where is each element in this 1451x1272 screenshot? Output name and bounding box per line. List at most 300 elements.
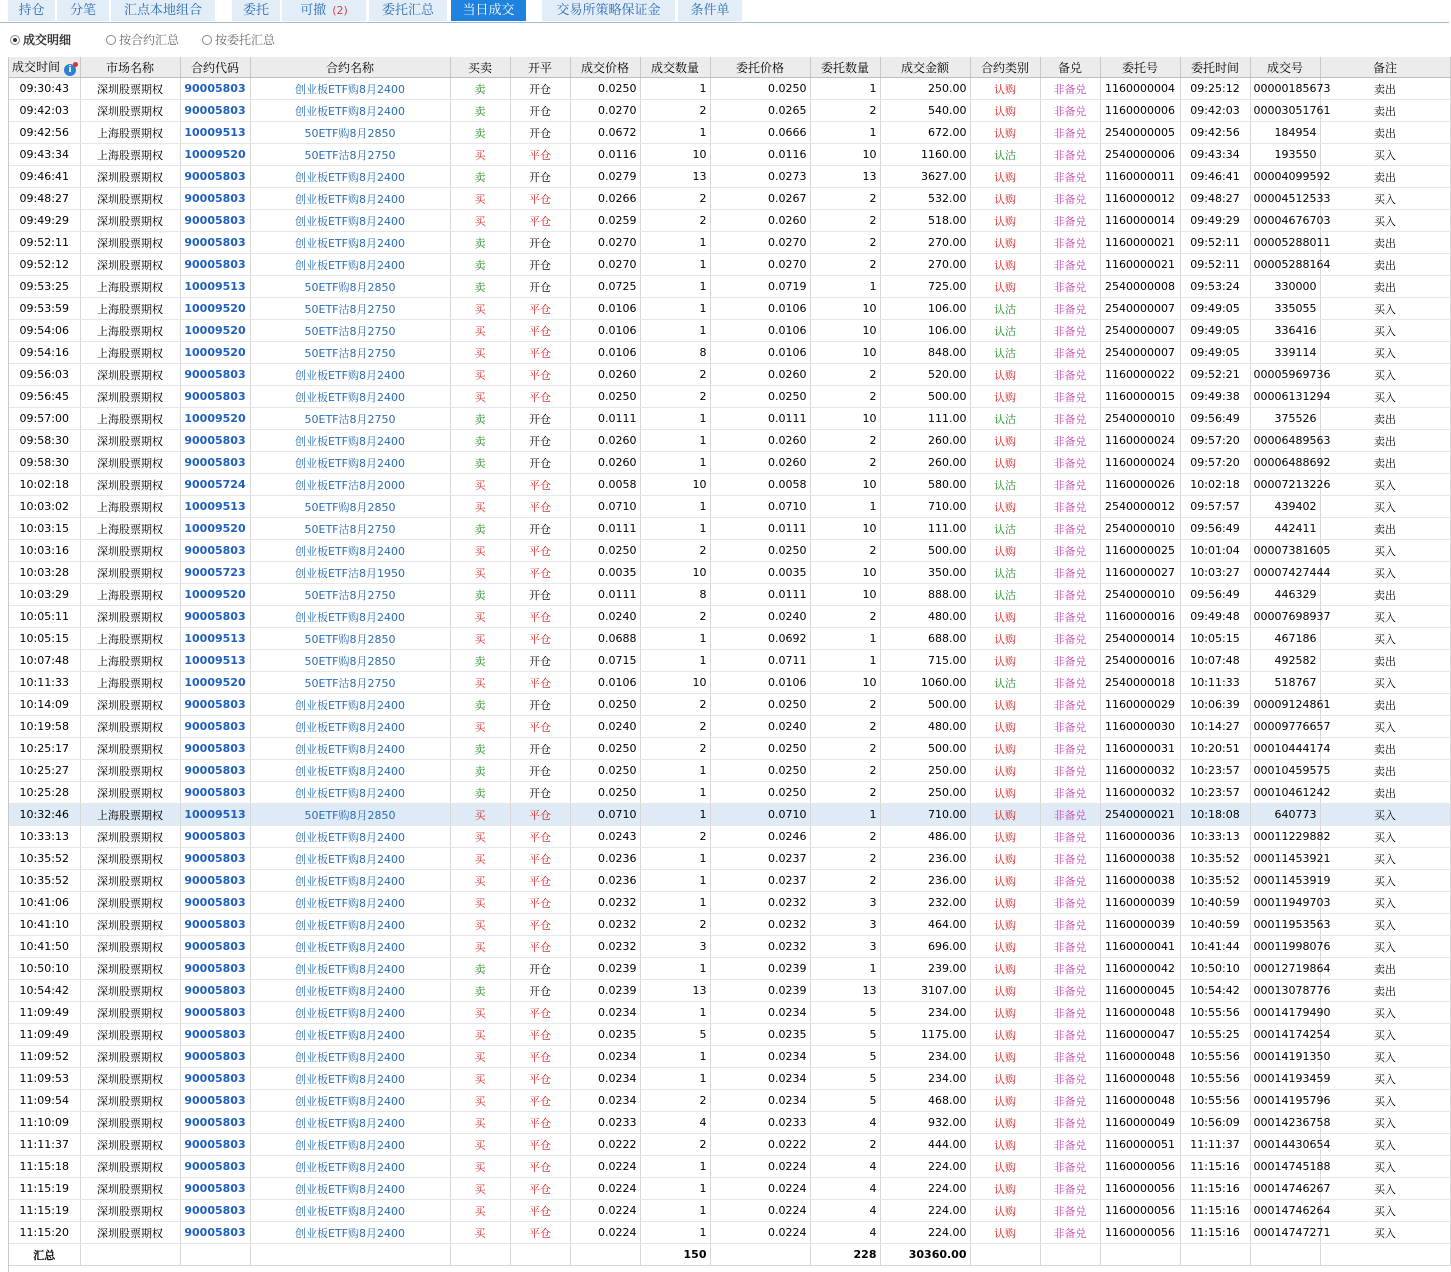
cell-order-id: 1160000006 [1100,100,1180,122]
cell-fill-price: 0.0224 [570,1156,640,1178]
cell-order-id: 1160000016 [1100,606,1180,628]
cell-order-id: 2540000007 [1100,298,1180,320]
tab-exchange-margin[interactable]: 交易所策略保证金 [542,0,676,21]
table-row[interactable] [9,100,1450,122]
col-remark[interactable]: 备注 [1320,57,1450,78]
cell-order-id: 1160000048 [1100,1002,1180,1024]
cell-order-time: 11:11:37 [1180,1134,1250,1156]
table-row[interactable] [9,562,1450,584]
table-row[interactable] [9,320,1450,342]
cell-market: 深圳股票期权 [80,782,180,804]
cell-order-id: 1160000045 [1100,980,1180,1002]
cell-side: 买 [450,540,510,562]
cell-fill-price: 0.0266 [570,188,640,210]
cell-contract-name: 创业板ETF购8月2400 [250,1046,450,1068]
table-row[interactable] [9,584,1450,606]
cell-market: 深圳股票期权 [80,210,180,232]
cell-trade-time: 09:52:11 [9,232,80,254]
cell-fill-qty: 1 [640,232,710,254]
cell-remark: 卖出 [1320,518,1450,540]
table-row[interactable] [9,232,1450,254]
table-row[interactable] [9,166,1450,188]
cell-trade-id: 00006488692 [1250,452,1320,474]
cell-contract-code: 90005803 [180,430,250,452]
table-row[interactable] [9,210,1450,232]
cell-fill-qty: 10 [640,144,710,166]
cell-side: 卖 [450,694,510,716]
cell-contract-type: 认购 [970,980,1040,1002]
cell-fill-amount: 580.00 [880,474,970,496]
cell-fill-qty: 2 [640,914,710,936]
cell-side: 买 [450,672,510,694]
cell-market: 深圳股票期权 [80,452,180,474]
table-row[interactable] [9,914,1450,936]
cell-contract-name: 创业板ETF购8月2400 [250,100,450,122]
cell-order-time: 10:55:56 [1180,1068,1250,1090]
cell-trade-time: 11:15:19 [9,1200,80,1222]
cell-fill-qty: 1 [640,122,710,144]
cell-fill-price: 0.0270 [570,232,640,254]
cell-contract-name: 50ETF沽8月2750 [250,584,450,606]
cell-open-close: 开仓 [510,738,570,760]
cell-contract-name: 创业板ETF购8月2400 [250,716,450,738]
radio-by-order[interactable]: 按委托汇总 [202,30,275,50]
cell-contract-code: 10009520 [180,672,250,694]
radio-dot-icon [106,35,116,45]
table-row[interactable] [9,430,1450,452]
tab-conditional-orders[interactable]: 条件单 [678,0,743,21]
col-open-close[interactable]: 开平 [510,57,570,78]
col-trade-id[interactable]: 成交号 [1250,57,1320,78]
cell-order-id: 1160000051 [1100,1134,1180,1156]
cell-side: 卖 [450,958,510,980]
table-row[interactable] [9,848,1450,870]
col-order-qty[interactable]: 委托数量 [810,57,880,78]
cell-fill-price: 0.0240 [570,716,640,738]
cell-trade-id: 446329 [1250,584,1320,606]
cell-order-id: 1160000021 [1100,254,1180,276]
cell-trade-time: 10:02:18 [9,474,80,496]
cell-contract-code: 10009513 [180,276,250,298]
cell-order-time: 09:56:49 [1180,408,1250,430]
cell-contract-type: 认购 [970,430,1040,452]
tab-ticks[interactable]: 分笔 [57,0,110,21]
cell-fill-price: 0.0239 [570,980,640,1002]
cell-trade-time: 10:41:10 [9,914,80,936]
tab-holdings[interactable]: 持仓 [8,0,56,21]
col-fill-qty[interactable]: 成交数量 [640,57,710,78]
cell-order-id: 1160000039 [1100,914,1180,936]
cell-trade-id: 00010459575 [1250,760,1320,782]
cell-side: 买 [450,1222,510,1244]
cell-contract-type: 认购 [970,760,1040,782]
table-row[interactable] [9,474,1450,496]
col-contract-code[interactable]: 合约代码 [180,57,250,78]
cell-covered: 非备兑 [1040,1068,1100,1090]
table-row[interactable] [9,672,1450,694]
tab-order-summary[interactable]: 委托汇总 [369,0,448,21]
table-row[interactable] [9,1090,1450,1112]
cell-order-id: 1160000048 [1100,1090,1180,1112]
cell-open-close: 平仓 [510,210,570,232]
cell-remark: 买入 [1320,1024,1450,1046]
cell-open-close: 平仓 [510,672,570,694]
cell-market: 深圳股票期权 [80,980,180,1002]
cell-remark: 买入 [1320,606,1450,628]
cell-fill-qty: 1 [640,430,710,452]
cell-contract-name: 50ETF购8月2850 [250,804,450,826]
cell-fill-amount: 932.00 [880,1112,970,1134]
table-row[interactable] [9,540,1450,562]
cell-contract-code: 90005803 [180,166,250,188]
cell-contract-type: 认购 [970,870,1040,892]
cell-trade-time: 10:33:13 [9,826,80,848]
table-row[interactable] [9,364,1450,386]
cell-remark: 买入 [1320,1178,1450,1200]
cell-fill-price: 0.0236 [570,848,640,870]
cell-covered: 非备兑 [1040,430,1100,452]
cell-fill-amount: 1175.00 [880,1024,970,1046]
table-row[interactable] [9,804,1450,826]
col-order-price[interactable]: 委托价格 [710,57,810,78]
cell-contract-code: 90005803 [180,738,250,760]
cell-contract-type: 认沽 [970,298,1040,320]
cell-order-time: 10:35:52 [1180,848,1250,870]
cell-fill-price: 0.0239 [570,958,640,980]
cell-order-price: 0.0111 [710,518,810,540]
table-row[interactable] [9,1222,1450,1244]
cell-covered: 非备兑 [1040,386,1100,408]
cell-covered: 非备兑 [1040,694,1100,716]
cell-open-close: 开仓 [510,452,570,474]
cell-fill-price: 0.0250 [570,760,640,782]
cell-order-price: 0.0224 [710,1222,810,1244]
cell-fill-qty: 10 [640,562,710,584]
tab-cancellable[interactable]: 可撤 (2) [282,0,367,21]
totals-empty-cell [180,1244,250,1266]
table-row[interactable] [9,1156,1450,1178]
table-row[interactable] [9,628,1450,650]
cell-order-id: 2540000010 [1100,584,1180,606]
cell-remark: 卖出 [1320,584,1450,606]
cell-trade-time: 10:41:06 [9,892,80,914]
cell-side: 卖 [450,122,510,144]
cell-order-price: 0.0234 [710,1002,810,1024]
cell-contract-name: 创业板ETF购8月2400 [250,364,450,386]
cell-trade-id: 00014745188 [1250,1156,1320,1178]
cell-covered: 非备兑 [1040,914,1100,936]
cell-side: 买 [450,1134,510,1156]
cell-fill-amount: 106.00 [880,298,970,320]
cell-contract-type: 认购 [970,1090,1040,1112]
cell-trade-time: 11:09:54 [9,1090,80,1112]
cell-contract-code: 90005803 [180,210,250,232]
cell-contract-code: 90005803 [180,1090,250,1112]
cell-contract-code: 90005803 [180,782,250,804]
col-trade-time[interactable]: 成交时间 i [9,57,80,78]
radio-trade-detail[interactable]: 成交明细 [10,30,71,50]
cell-open-close: 平仓 [510,1112,570,1134]
cell-order-qty: 4 [810,1156,880,1178]
cell-order-qty: 3 [810,892,880,914]
cell-remark: 卖出 [1320,958,1450,980]
cell-contract-type: 认购 [970,1024,1040,1046]
cell-order-qty: 10 [810,144,880,166]
col-order-id[interactable]: 委托号 [1100,57,1180,78]
cell-trade-id: 00012719864 [1250,958,1320,980]
cell-order-id: 1160000021 [1100,232,1180,254]
radio-by-contract[interactable]: 按合约汇总 [106,30,179,50]
cell-contract-code: 10009520 [180,342,250,364]
cell-remark: 卖出 [1320,980,1450,1002]
cell-order-id: 1160000036 [1100,826,1180,848]
cell-contract-name: 50ETF沽8月2750 [250,144,450,166]
table-row[interactable] [9,980,1450,1002]
cell-open-close: 开仓 [510,694,570,716]
table-row[interactable] [9,144,1450,166]
cell-order-price: 0.0250 [710,782,810,804]
cell-contract-name: 创业板ETF购8月2400 [250,1134,450,1156]
tab-today-trades[interactable]: 当日成交 [451,0,527,21]
table-row[interactable] [9,1200,1450,1222]
table-row[interactable] [9,408,1450,430]
cell-market: 深圳股票期权 [80,826,180,848]
cell-trade-time: 09:53:25 [9,276,80,298]
table-row[interactable] [9,122,1450,144]
tab-orders[interactable]: 委托 [232,0,281,21]
total-amount: 30360.00 [880,1244,970,1266]
cell-order-id: 1160000031 [1100,738,1180,760]
cell-market: 深圳股票期权 [80,870,180,892]
cell-fill-price: 0.0116 [570,144,640,166]
cell-side: 买 [450,210,510,232]
cell-contract-name: 创业板ETF购8月2400 [250,430,450,452]
table-row[interactable] [9,78,1450,100]
cell-contract-name: 50ETF沽8月2750 [250,320,450,342]
table-row[interactable] [9,452,1450,474]
col-covered[interactable]: 备兑 [1040,57,1100,78]
cell-order-price: 0.0106 [710,672,810,694]
table-row[interactable] [9,1046,1450,1068]
table-row[interactable] [9,760,1450,782]
cell-open-close: 平仓 [510,1178,570,1200]
cell-contract-code: 90005803 [180,870,250,892]
header-row [9,57,1450,78]
cell-fill-amount: 350.00 [880,562,970,584]
table-row[interactable] [9,826,1450,848]
col-contract-type[interactable]: 合约类别 [970,57,1040,78]
cell-contract-name: 50ETF沽8月2750 [250,672,450,694]
cell-trade-id: 00007698937 [1250,606,1320,628]
cell-trade-id: 439402 [1250,496,1320,518]
cell-trade-time: 09:58:30 [9,430,80,452]
cell-open-close: 开仓 [510,760,570,782]
cell-remark: 买入 [1320,870,1450,892]
table-row[interactable] [9,694,1450,716]
cell-open-close: 平仓 [510,1134,570,1156]
col-fill-price[interactable]: 成交价格 [570,57,640,78]
cell-fill-qty: 1 [640,892,710,914]
totals-row [9,1244,1450,1266]
table-row[interactable] [9,518,1450,540]
table-row[interactable] [9,892,1450,914]
cell-order-qty: 5 [810,1068,880,1090]
cell-fill-price: 0.0250 [570,738,640,760]
cell-open-close: 平仓 [510,1046,570,1068]
cell-fill-amount: 848.00 [880,342,970,364]
cell-order-id: 2540000010 [1100,518,1180,540]
cell-order-id: 1160000056 [1100,1178,1180,1200]
cell-contract-type: 认购 [970,628,1040,650]
cell-open-close: 平仓 [510,804,570,826]
cell-contract-name: 50ETF购8月2850 [250,628,450,650]
table-row[interactable] [9,1002,1450,1024]
table-row[interactable] [9,188,1450,210]
cell-contract-code: 10009520 [180,320,250,342]
col-side[interactable]: 买卖 [450,57,510,78]
cell-fill-price: 0.0250 [570,386,640,408]
cell-contract-type: 认沽 [970,408,1040,430]
cell-contract-code: 90005803 [180,452,250,474]
table-row[interactable] [9,1068,1450,1090]
cell-remark: 买入 [1320,188,1450,210]
cell-remark: 卖出 [1320,78,1450,100]
cell-contract-type: 认购 [970,364,1040,386]
cell-trade-time: 09:57:00 [9,408,80,430]
table-row[interactable] [9,254,1450,276]
table-row[interactable] [9,606,1450,628]
tab-local-portfolio[interactable]: 汇点本地组合 [111,0,216,21]
cell-trade-id: 00014179490 [1250,1002,1320,1024]
cell-order-id: 1160000039 [1100,892,1180,914]
cell-open-close: 开仓 [510,408,570,430]
cell-fill-amount: 444.00 [880,1134,970,1156]
cell-contract-type: 认购 [970,650,1040,672]
cell-order-price: 0.0692 [710,628,810,650]
cell-order-qty: 2 [810,1134,880,1156]
cell-open-close: 平仓 [510,1222,570,1244]
view-mode-group [0,30,600,50]
cell-order-time: 09:48:27 [1180,188,1250,210]
cell-trade-id: 184954 [1250,122,1320,144]
table-row[interactable] [9,650,1450,672]
cell-fill-price: 0.0270 [570,100,640,122]
table-row[interactable] [9,782,1450,804]
cell-contract-name: 50ETF购8月2850 [250,276,450,298]
table-row[interactable] [9,1178,1450,1200]
table-row[interactable] [9,496,1450,518]
cell-order-qty: 5 [810,1002,880,1024]
cell-order-qty: 10 [810,672,880,694]
table-row[interactable] [9,276,1450,298]
cell-trade-time: 09:30:43 [9,78,80,100]
cell-remark: 买入 [1320,914,1450,936]
cell-trade-id: 00011953563 [1250,914,1320,936]
table-row[interactable] [9,936,1450,958]
col-order-time[interactable]: 委托时间 [1180,57,1250,78]
cell-contract-name: 创业板ETF购8月2400 [250,826,450,848]
cell-fill-price: 0.0106 [570,672,640,694]
table-row[interactable] [9,298,1450,320]
cell-covered: 非备兑 [1040,650,1100,672]
cell-fill-qty: 1 [640,1200,710,1222]
cell-order-id: 1160000041 [1100,936,1180,958]
cell-fill-price: 0.0035 [570,562,640,584]
cell-remark: 买入 [1320,562,1450,584]
cell-open-close: 平仓 [510,936,570,958]
cell-trade-time: 09:56:03 [9,364,80,386]
cell-fill-amount: 270.00 [880,254,970,276]
cell-market: 上海股票期权 [80,804,180,826]
cell-remark: 买入 [1320,1090,1450,1112]
cell-order-qty: 2 [810,188,880,210]
cell-order-price: 0.0710 [710,804,810,826]
col-contract-name[interactable]: 合约名称 [250,57,450,78]
cell-contract-type: 认购 [970,738,1040,760]
cell-order-id: 1160000048 [1100,1068,1180,1090]
cell-market: 上海股票期权 [80,144,180,166]
radio-dot-icon [10,35,20,45]
table-row[interactable] [9,716,1450,738]
cell-order-time: 10:23:57 [1180,782,1250,804]
cell-side: 卖 [450,408,510,430]
cell-contract-code: 90005803 [180,1002,250,1024]
cell-remark: 卖出 [1320,166,1450,188]
cell-order-price: 0.0239 [710,980,810,1002]
cell-fill-amount: 500.00 [880,540,970,562]
table-row[interactable] [9,1112,1450,1134]
cell-trade-time: 11:09:53 [9,1068,80,1090]
totals-empty-cell [510,1244,570,1266]
cell-order-qty: 2 [810,694,880,716]
col-market[interactable]: 市场名称 [80,57,180,78]
cell-open-close: 开仓 [510,980,570,1002]
col-fill-amount[interactable]: 成交金额 [880,57,970,78]
cell-order-time: 10:55:56 [1180,1002,1250,1024]
table-row[interactable] [9,342,1450,364]
table-row[interactable] [9,1024,1450,1046]
table-row[interactable] [9,386,1450,408]
table-row[interactable] [9,958,1450,980]
cell-side: 买 [450,496,510,518]
cell-fill-amount: 725.00 [880,276,970,298]
cell-fill-price: 0.0710 [570,496,640,518]
table-row[interactable] [9,1134,1450,1156]
table-row[interactable] [9,738,1450,760]
totals-empty-cell [1180,1244,1250,1266]
cell-fill-price: 0.0106 [570,342,640,364]
cell-contract-name: 创业板ETF购8月2400 [250,232,450,254]
cell-contract-name: 创业板ETF购8月2400 [250,1200,450,1222]
cell-covered: 非备兑 [1040,1002,1100,1024]
cell-open-close: 开仓 [510,254,570,276]
cell-covered: 非备兑 [1040,320,1100,342]
table-row[interactable] [9,870,1450,892]
cell-contract-code: 90005803 [180,936,250,958]
cell-order-id: 2540000021 [1100,804,1180,826]
cell-fill-price: 0.0240 [570,606,640,628]
cell-contract-type: 认购 [970,386,1040,408]
cell-open-close: 平仓 [510,628,570,650]
cell-fill-amount: 260.00 [880,452,970,474]
cell-fill-qty: 4 [640,1112,710,1134]
cell-market: 深圳股票期权 [80,738,180,760]
info-icon[interactable]: i [64,64,76,76]
cell-order-time: 10:40:59 [1180,914,1250,936]
cell-trade-id: 00013078776 [1250,980,1320,1002]
cell-open-close: 平仓 [510,892,570,914]
cell-trade-id: 467186 [1250,628,1320,650]
